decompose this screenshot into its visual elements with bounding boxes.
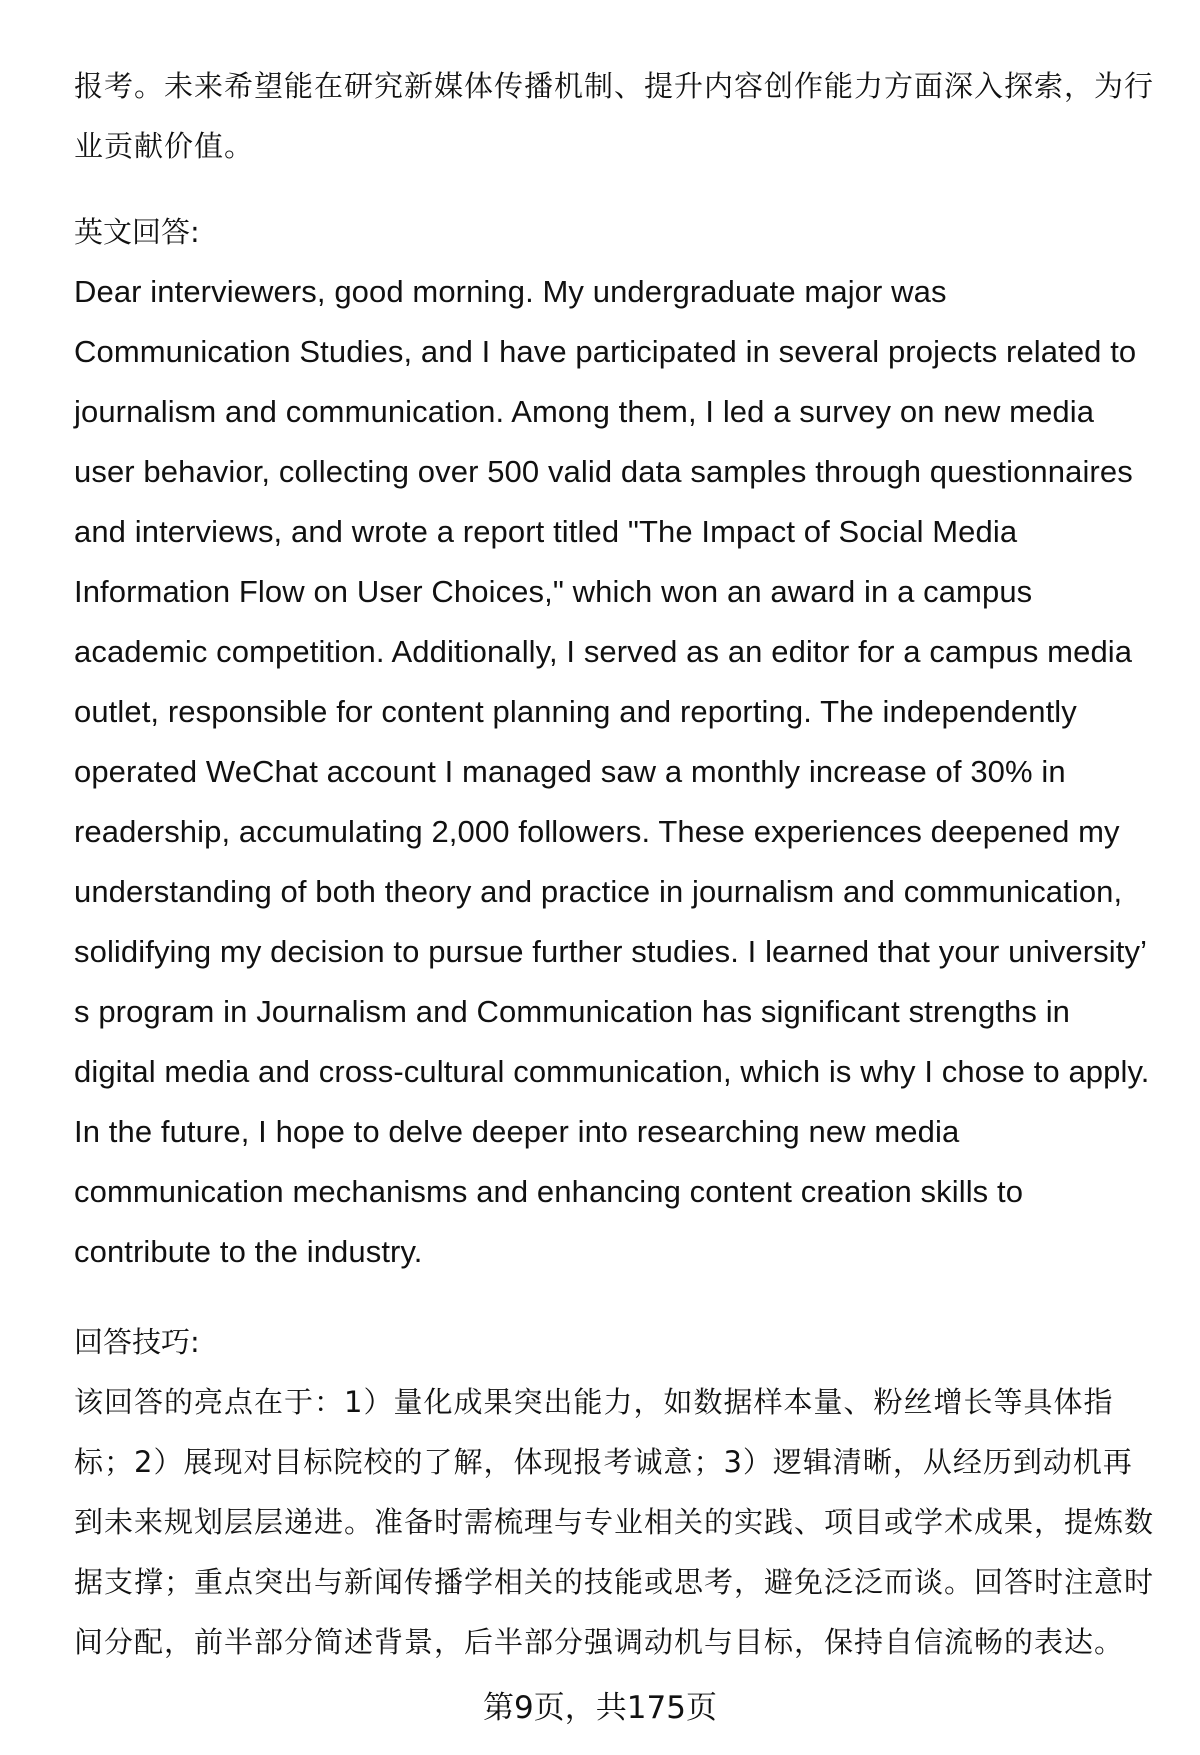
answer-tips-heading: 回答技巧: bbox=[74, 1325, 200, 1359]
intro-paragraph: 报考。未来希望能在研究新媒体传播机制、提升内容创作能力方面深入探索，为行业贡献价值。 bbox=[74, 69, 1155, 163]
document-body bbox=[74, 56, 1154, 1672]
page-number: 第9页，共175页 bbox=[483, 1690, 717, 1726]
answer-tips-paragraph: 该回答的亮点在于：1）量化成果突出能力，如数据样本量、粉丝增长等具体指标；2）展现对目标院校的了解，体现报考诚意；3）逻辑清晰，从经历到动机再到未来规划层层递进。准备时需梳理与专业相关的实践、项目或学术成果，提炼数据支撑；重点突出与新闻传播学相关的技能或思考，避免泛泛而谈。回答时注意时间分配，前半部分简述背景，后半部分强调动机与目标，保持自信流畅的表达。 bbox=[74, 1385, 1155, 1659]
english-answer-paragraph: Dear interviewers, good morning. My undergraduate major was Communication Studies, and I have participated in several projects related to journalism and communication. Among them, I led a survey on new media user behavior, collecting over 500 valid data samples through questionnaires and interviews, and wrote a report titled "The Impact of Social Media Information Flow on User Choices," which won an award in a campus academic competition. Additionally, I served as an editor for a campus media outlet, responsible for content planning and reporting. The independently operated WeChat account I managed saw a monthly increase of 30% in readership, accumulating 2,000 followers. These experiences deepened my understanding of both theory and practice in journalism and communication, solidifying my decision to pursue further studies. I learned that your university’ s program in Journalism and Communication has significant strengths in digital media and cross-cultural communication, which is why I chose to apply. In the future, I hope to delve deeper into researching new media communication mechanisms and enhancing content creation skills to contribute to the industry. bbox=[74, 274, 1150, 1269]
english-answer-heading: 英文回答: bbox=[74, 215, 200, 249]
